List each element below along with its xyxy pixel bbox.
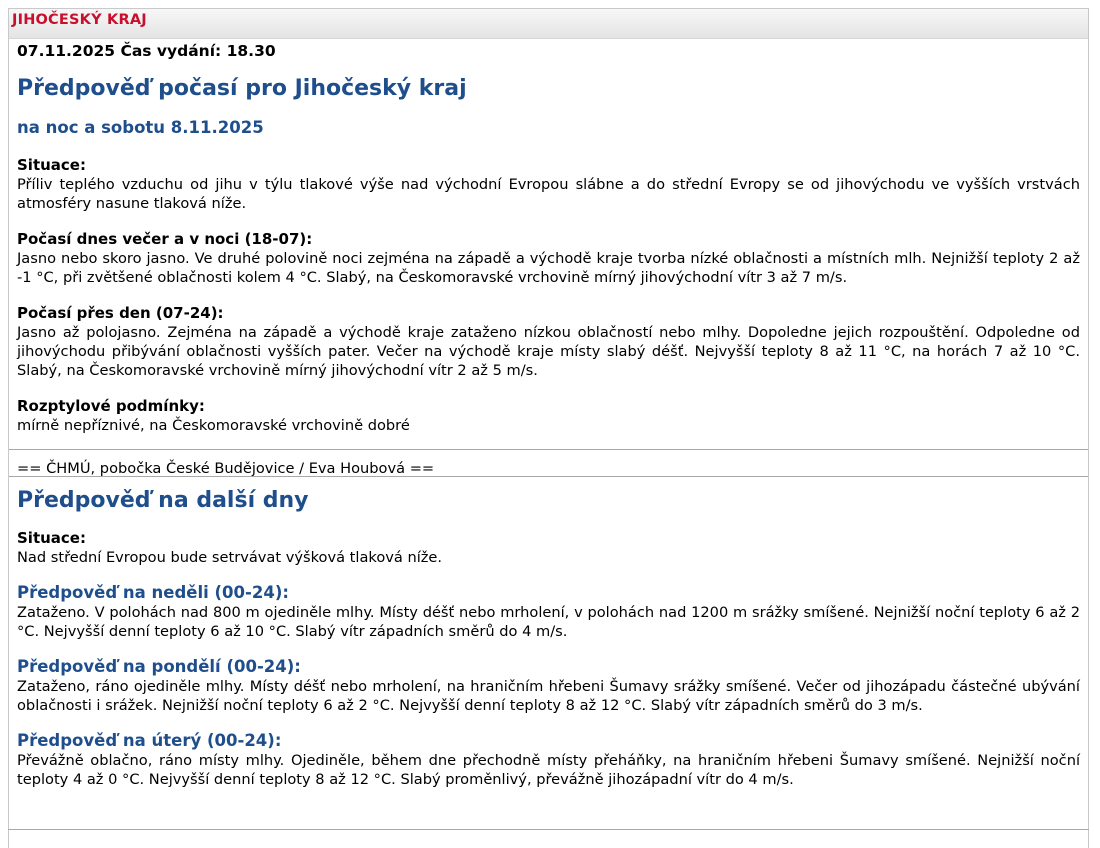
- divider: [8, 829, 1089, 830]
- section-label: Situace:: [17, 529, 86, 547]
- next-days-title: Předpověď na další dny: [17, 488, 309, 513]
- section-text: mírně nepříznivé, na Českomoravské vrchovině dobré: [17, 417, 410, 434]
- section-label: Počasí dnes večer a v noci (18-07):: [17, 230, 313, 248]
- section-text: Nad střední Evropou bude setrvávat výšková tlaková níže.: [17, 549, 443, 566]
- forecast-subtitle: na noc a sobotu 8.11.2025: [17, 118, 264, 137]
- day-text: Převážně oblačno, ráno místy mlhy. Ojediněle, během dne přechodně místy přeháňky, na hraničním hřebeni Šumavy smíšené. Nejnižší noční teploty 4 až 0 °C. Nejvyšší denní teploty 8 až 12 °C. Slabý proměnlivý, převážně jihozápadní vítr do 4 m/s.: [17, 752, 1080, 788]
- day-text: Zataženo. V polohách nad 800 m ojediněle mlhy. Místy déšť nebo mrholení, v polohách nad 1200 m srážky smíšené. Nejnižší noční teploty 6 až 2 °C. Nejvyšší denní teploty 6 až 10 °C. Slabý vítr západních směrů do 4 m/s.: [17, 604, 1080, 640]
- forecast-panel: [8, 8, 1089, 848]
- region-header: JIHOČESKÝ KRAJ: [9, 9, 1088, 39]
- section-evening-night: [17, 230, 1080, 287]
- section-text: Jasno až polojasno. Zejména na západě a východě kraje zataženo nízkou oblačností nebo mlhy. Dopoledne jejich rozpouštění. Odpoledne od jihovýchodu přibývání oblačnosti vyšších pater. Večer na východě kraje místy slabý déšť. Nejvyšší teploty 8 až 11 °C, na horách 7 až 10 °C. Slabý, na Českomoravské vrchovině mírný jihovýchodní vítr 2 až 5 m/s.: [17, 324, 1080, 379]
- section-daytime: [17, 304, 1080, 380]
- day-title: Předpověď na úterý (00-24):: [17, 731, 282, 750]
- section-text: Jasno nebo skoro jasno. Ve druhé polovině noci zejména na západě a východě kraje tvorba nízké oblačnosti a místních mlh. Nejnižší teploty 2 až -1 °C, při zvětšené oblačnosti kolem 4 °C. Slabý, na Českomoravské vrchovině mírný jihovýchodní vítr 3 až 7 m/s.: [17, 250, 1080, 286]
- section-label: Počasí přes den (07-24):: [17, 304, 224, 322]
- section-dispersion: [17, 397, 1080, 435]
- section-label: Rozptylové podmínky:: [17, 397, 205, 415]
- next-days-situation: [17, 529, 1080, 567]
- author-signature: == ČHMÚ, pobočka České Budějovice / Eva Houbová ==: [17, 460, 435, 477]
- day-text: Zataženo, ráno ojediněle mlhy. Místy déšť nebo mrholení, na hraničním hřebeni Šumavy srážky smíšené. Večer od jihozápadu částečné ubývání oblačnosti i srážek. Nejnižší noční teploty 6 až 2 °C. Nejvyšší denní teploty 8 až 12 °C. Slabý vítr západních směrů do 3 m/s.: [17, 678, 1080, 714]
- section-label: Situace:: [17, 156, 86, 174]
- day-forecast-sunday: [17, 583, 1080, 641]
- issue-time: 07.11.2025 Čas vydání: 18.30: [17, 42, 276, 60]
- section-text: Příliv teplého vzduchu od jihu v týlu tlakové výše nad východní Evropou slábne a do střední Evropy se od jihovýchodu ve vyšších vrstvách atmosféry nasune tlaková níže.: [17, 176, 1080, 212]
- section-situation: [17, 156, 1080, 213]
- forecast-content: [9, 41, 1088, 789]
- day-title: Předpověď na neděli (00-24):: [17, 583, 289, 602]
- day-forecast-monday: [17, 657, 1080, 715]
- day-forecast-tuesday: [17, 731, 1080, 789]
- day-title: Předpověď na pondělí (00-24):: [17, 657, 301, 676]
- forecast-title: Předpověď počasí pro Jihočeský kraj: [17, 76, 467, 101]
